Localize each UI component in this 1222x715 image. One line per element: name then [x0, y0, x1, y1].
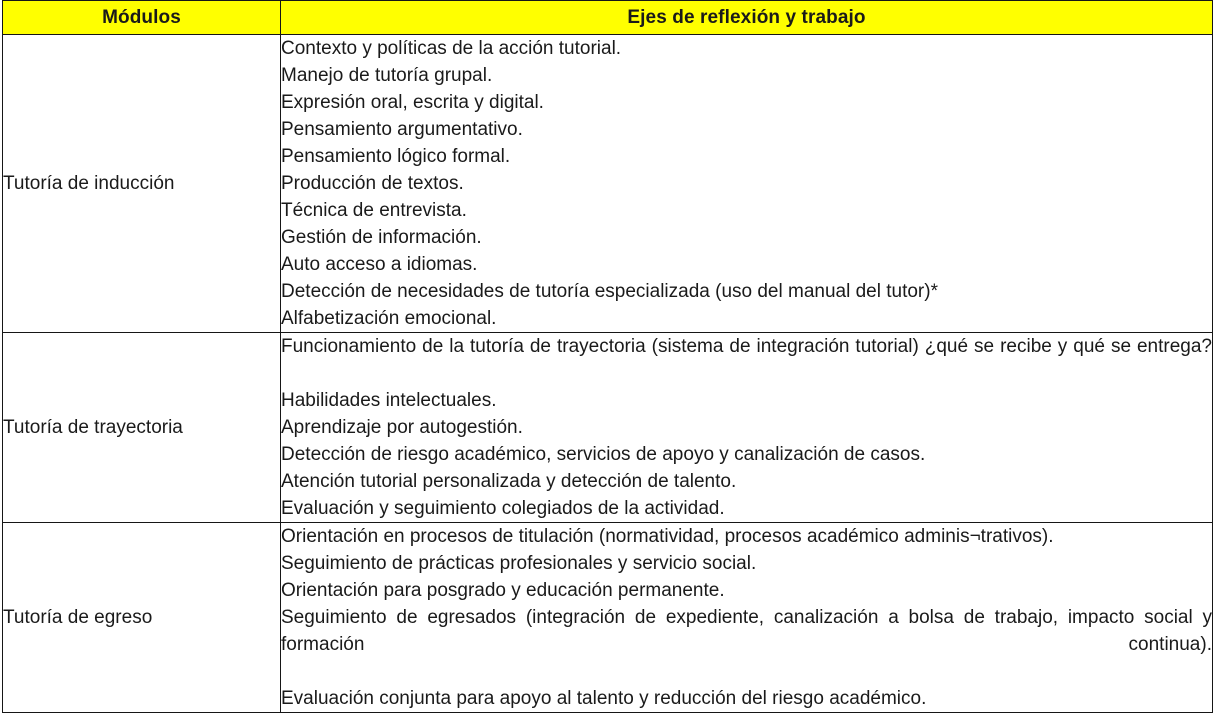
table-body: [3, 35, 1213, 713]
axes-cell-induccion: [281, 35, 1213, 333]
axis-item: Funcionamiento de la tutoría de trayectoria (sistema de integración tutorial) ¿qué se recibe y qué se entrega?: [281, 336, 1212, 357]
axis-item: Evaluación conjunta para apoyo al talento y reducción del riesgo académico.: [281, 688, 927, 709]
axis-item: Contexto y políticas de la acción tutorial.: [281, 38, 622, 59]
module-name-induccion: Tutoría de inducción: [3, 35, 281, 333]
axes-cell-trayectoria: [281, 333, 1213, 523]
axes-cell-egreso: [281, 523, 1213, 713]
table-row: [3, 35, 1213, 333]
modules-axes-table: [2, 0, 1213, 713]
column-header-modulos: Módulos: [3, 1, 281, 35]
axis-item: Habilidades intelectuales.: [281, 390, 497, 411]
axis-item: Detección de necesidades de tutoría especializada (uso del manual del tutor)*: [281, 281, 938, 302]
table-row: [3, 523, 1213, 713]
axis-item: Pensamiento argumentativo.: [281, 119, 523, 140]
axis-item: Evaluación y seguimiento colegiados de la actividad.: [281, 498, 725, 519]
table-header: [3, 1, 1213, 35]
axis-item: Expresión oral, escrita y digital.: [281, 92, 544, 113]
axis-item: Técnica de entrevista.: [281, 200, 467, 221]
axis-item: Aprendizaje por autogestión.: [281, 417, 523, 438]
axes-list: [281, 35, 1212, 332]
axes-list: [281, 333, 1212, 522]
table-row: [3, 333, 1213, 523]
header-row: [3, 1, 1213, 35]
axis-item: Detección de riesgo académico, servicios de apoyo y canalización de casos.: [281, 444, 926, 465]
axis-item: Orientación en procesos de titulación (normatividad, procesos académico adminis¬trativos).: [281, 526, 1054, 547]
axis-item: Producción de textos.: [281, 173, 464, 194]
axis-item: Orientación para posgrado y educación permanente.: [281, 580, 725, 601]
axis-item: Seguimiento de prácticas profesionales y servicio social.: [281, 553, 757, 574]
axis-item: Gestión de información.: [281, 227, 482, 248]
axis-item: Alfabetización emocional.: [281, 308, 497, 329]
axis-item: Seguimiento de egresados (integración de expediente, canalización a bolsa de trabajo, impacto social y formación continua).: [281, 607, 1212, 655]
axis-item: Atención tutorial personalizada y detección de talento.: [281, 471, 737, 492]
axis-item: Pensamiento lógico formal.: [281, 146, 511, 167]
axis-item: Manejo de tutoría grupal.: [281, 65, 493, 86]
column-header-ejes: Ejes de reflexión y trabajo: [281, 1, 1213, 35]
axis-item: Auto acceso a idiomas.: [281, 254, 478, 275]
module-name-egreso: Tutoría de egreso: [3, 523, 281, 713]
module-name-trayectoria: Tutoría de trayectoria: [3, 333, 281, 523]
axes-list: [281, 523, 1212, 712]
